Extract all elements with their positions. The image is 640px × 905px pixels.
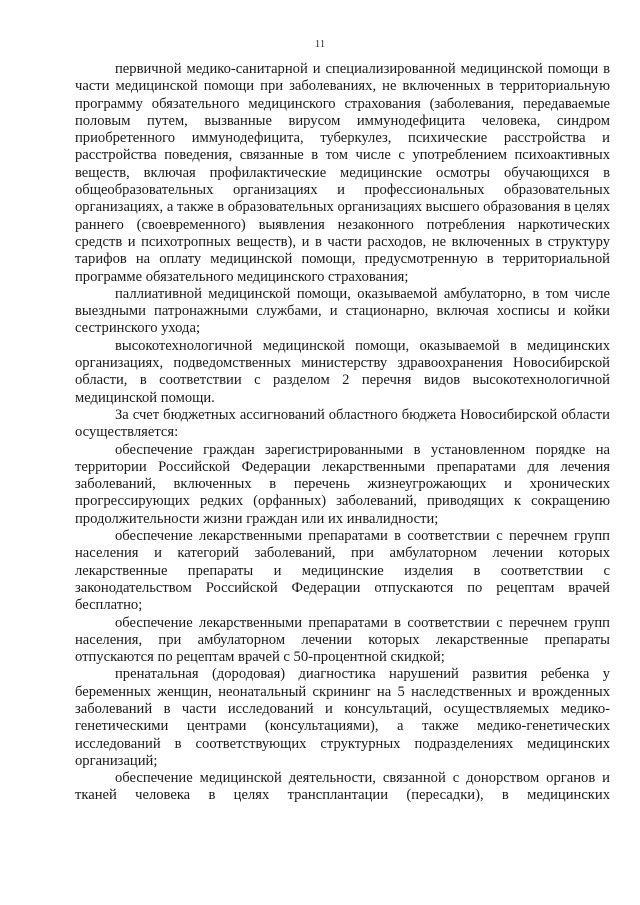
paragraph-4: За счет бюджетных ассигнований областного бюджета Новосибирской области осуществляется: (75, 406, 610, 441)
paragraph-7: обеспечение лекарственными препаратами в соответствии с перечнем групп населения, при амбулаторном лечении которых лекарственные препараты отпускаются по рецептам врачей с 50-процентной скидкой; (75, 614, 610, 666)
paragraph-1: первичной медико-санитарной и специализированной медицинской помощи в части медицинской помощи при заболеваниях, не включенных в территориальную программу обязательного медицинского страхования (заболевания, передаваемые половым путем, вызванные вирусом иммунодефицита человека, синдром приобретенного иммунодефицита, туберкулез, психические расстройства и расстройства поведения, связанные в том числе с употреблением психоактивных веществ, включая профилактические медицинские осмотры обучающихся в общеобразовательных организациях и профессиональных образовательных организациях, а также в образовательных организациях высшего образования в целях раннего (своевременного) выявления незаконного потребления наркотических средств и психотропных веществ), и в части расходов, не включенных в структуру тарифов на оплату медицинской помощи, предусмотренную в территориальной программе обязательного медицинского страхования; (75, 61, 610, 285)
paragraph-9: обеспечение медицинской деятельности, связанной с донорством органов и тканей человека в целях трансплантации (пересадки), в медицинских (75, 770, 610, 804)
paragraph-5: обеспечение граждан зарегистрированными в установленном порядке на территории Российской Федерации лекарственными препаратами для лечения заболеваний, включенных в перечень жизнеугрожающих и хронических прогрессирующих редких (орфанных) заболеваний, приводящих к сокращению продолжительности жизни граждан или их инвалидности; (75, 441, 610, 527)
page-number: 11 (314, 38, 326, 50)
paragraph-2: паллиативной медицинской помощи, оказываемой амбулаторно, в том числе выездными патронажными службами, и стационарно, включая хосписы и койки сестринского ухода; (75, 285, 610, 337)
body-text (75, 61, 610, 805)
paragraph-8: пренатальная (дородовая) диагностика нарушений развития ребенка у беременных женщин, неонатальный скрининг на 5 наследственных и врожденных заболеваний в части исследований и консультаций, осуществляемых медико-генетическими центрами (консультациями), а также медико-генетических исследований в соответствующих структурных подразделениях медицинских организаций; (75, 666, 610, 769)
paragraph-3: высокотехнологичной медицинской помощи, оказываемой в медицинских организациях, подведомственных министерству здравоохранения Новосибирской области, в соответствии с разделом 2 перечня видов высокотехнологичной медицинской помощи. (75, 337, 610, 406)
paragraph-6: обеспечение лекарственными препаратами в соответствии с перечнем групп населения и категорий заболеваний, при амбулаторном лечении которых лекарственные препараты и медицинские изделия в соответствии с законодательством Российской Федерации отпускаются по рецептам врачей бесплатно; (75, 528, 610, 614)
